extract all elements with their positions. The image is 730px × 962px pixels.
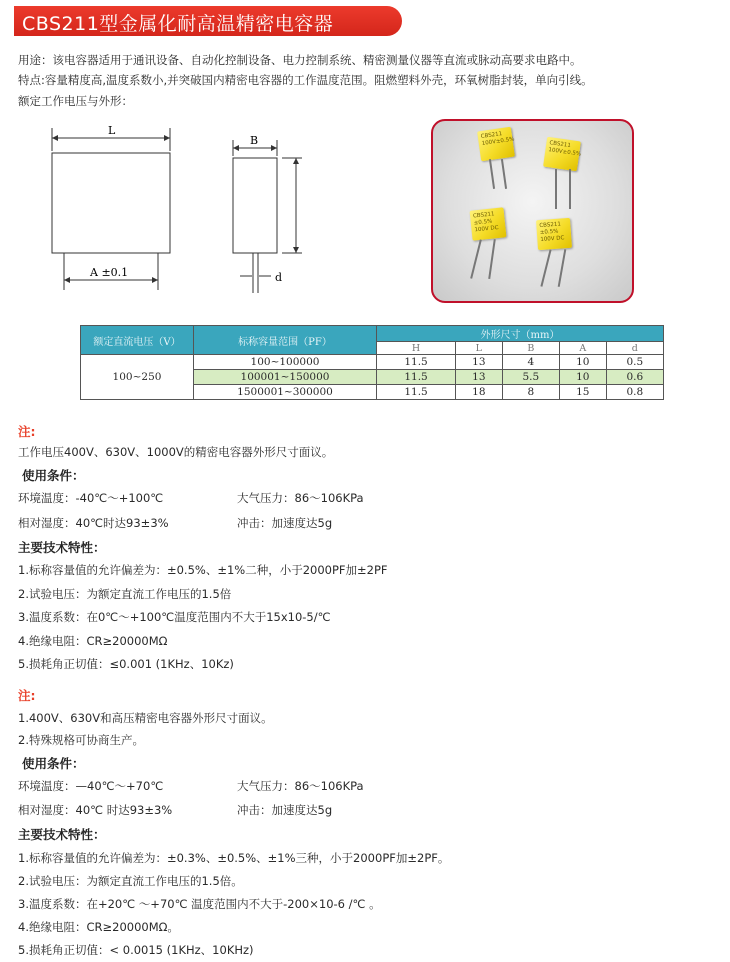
cell-L: 18 <box>456 385 503 400</box>
env-temp-2: 环境温度：—40℃～+70℃ <box>18 779 164 793</box>
cell-H: 11.5 <box>377 370 456 385</box>
range-cell: 100~100000 <box>194 355 377 370</box>
cell-A: 10 <box>560 370 607 385</box>
voltage-cell: 100~250 <box>81 355 194 400</box>
tech-item: 4.绝缘电阻：CR≥20000MΩ。 <box>18 920 179 934</box>
tech-item: 4.绝缘电阻：CR≥20000MΩ <box>18 634 168 648</box>
cell-A: 10 <box>560 355 607 370</box>
capacitor-1: CBS211 100V±0.5% <box>477 127 515 161</box>
subheader-B: B <box>502 342 559 355</box>
usage-text: 用途：该电容器适用于通讯设备、自动化控制设备、电力控制系统、精密测量仪器等直流或脉动高要求电路中。 <box>18 53 582 67</box>
front-view-body <box>52 153 170 253</box>
page-title: CBS211型金属化耐高温精密电容器 <box>22 13 334 35</box>
cell-B: 4 <box>502 355 559 370</box>
tech-item: 2.试验电压：为额定直流工作电压的1.5倍。 <box>18 874 243 888</box>
cell-L: 13 <box>456 370 503 385</box>
cell-A: 15 <box>560 385 607 400</box>
subheader-d: d <box>606 342 663 355</box>
env-temp-1: 环境温度：-40℃～+100℃ <box>18 491 164 505</box>
spec-table <box>80 325 664 400</box>
cell-d: 0.6 <box>606 370 663 385</box>
note-text-1: 工作电压400V、630V、1000V的精密电容器外形尺寸面议。 <box>18 445 334 459</box>
title-banner <box>14 6 402 36</box>
header-range: 标称容量范围（PF） <box>194 326 377 355</box>
range-cell: 100001~150000 <box>194 370 377 385</box>
note-item: 1.400V、630V和高压精密电容器外形尺寸面议。 <box>18 711 273 725</box>
capacitor-4: CBS211 ±0.5% 100V DC <box>536 218 572 250</box>
range-cell: 1500001~300000 <box>194 385 377 400</box>
humidity-2: 相对湿度：40℃ 时达93±3% <box>18 803 173 817</box>
rated-text: 额定工作电压与外形： <box>18 94 133 108</box>
cell-B: 5.5 <box>502 370 559 385</box>
pressure-1: 大气压力：86～106KPa <box>237 491 364 505</box>
product-photo <box>431 119 634 303</box>
conditions-heading-2: 使用条件： <box>22 756 85 771</box>
cell-H: 11.5 <box>377 385 456 400</box>
tech-item: 5.损耗角正切值：≤0.001 (1KHz、10Kz) <box>18 657 234 671</box>
header-dims: 外形尺寸（mm） <box>377 326 664 342</box>
cell-B: 8 <box>502 385 559 400</box>
label-B: B <box>250 134 259 147</box>
tech-heading-2: 主要技术特性： <box>18 827 106 842</box>
pressure-2: 大气压力：86～106KPa <box>237 779 364 793</box>
dimension-drawing <box>30 118 330 303</box>
shock-1: 冲击：加速度达5g <box>237 516 333 530</box>
subheader-A: A <box>560 342 607 355</box>
note-item: 2.特殊规格可协商生产。 <box>18 733 144 747</box>
note-heading-2: 注: <box>18 688 36 703</box>
subheader-H: H <box>377 342 456 355</box>
note-heading-1: 注: <box>18 424 36 439</box>
tech-item: 1.标称容量值的允许偏差为：±0.5%、±1%二种，小于2000PF加±2PF <box>18 563 388 577</box>
tech-item: 3.温度系数：在0℃～+100℃温度范围内不大于15x10-5/℃ <box>18 610 331 624</box>
header-voltage: 额定直流电压（V） <box>81 326 194 355</box>
label-d: d <box>275 271 283 284</box>
label-L: L <box>108 124 116 137</box>
humidity-1: 相对湿度：40℃时达93±3% <box>18 516 169 530</box>
cell-L: 13 <box>456 355 503 370</box>
features-text: 特点:容量精度高,温度系数小,并突破国内精密电容器的工作温度范围。阻燃塑料外壳，环氧树脂封装，单向引线。 <box>18 73 593 87</box>
table-row <box>81 355 664 370</box>
tech-heading-1: 主要技术特性： <box>18 540 106 555</box>
subheader-L: L <box>456 342 503 355</box>
capacitor-2: CBS211 100V±0.5% <box>543 137 581 171</box>
label-A: A ±0.1 <box>90 266 129 279</box>
cell-d: 0.8 <box>606 385 663 400</box>
conditions-heading-1: 使用条件： <box>22 468 85 483</box>
capacitor-3: CBS211 ±0.5% 100V DC <box>470 207 507 240</box>
tech-item: 5.损耗角正切值：< 0.0015 (1KHz、10KHz) <box>18 943 254 957</box>
side-view-body <box>233 158 277 253</box>
tech-item: 1.标称容量值的允许偏差为：±0.3%、±0.5%、±1%三种，小于2000PF加±2PF。 <box>18 851 450 865</box>
tech-item: 2.试验电压：为额定直流工作电压的1.5倍 <box>18 587 232 601</box>
tech-item: 3.温度系数：在+20℃ ～+70℃ 温度范围内不大于-200×10-6 /℃ 。 <box>18 897 381 911</box>
shock-2: 冲击：加速度达5g <box>237 803 333 817</box>
cell-H: 11.5 <box>377 355 456 370</box>
cell-d: 0.5 <box>606 355 663 370</box>
